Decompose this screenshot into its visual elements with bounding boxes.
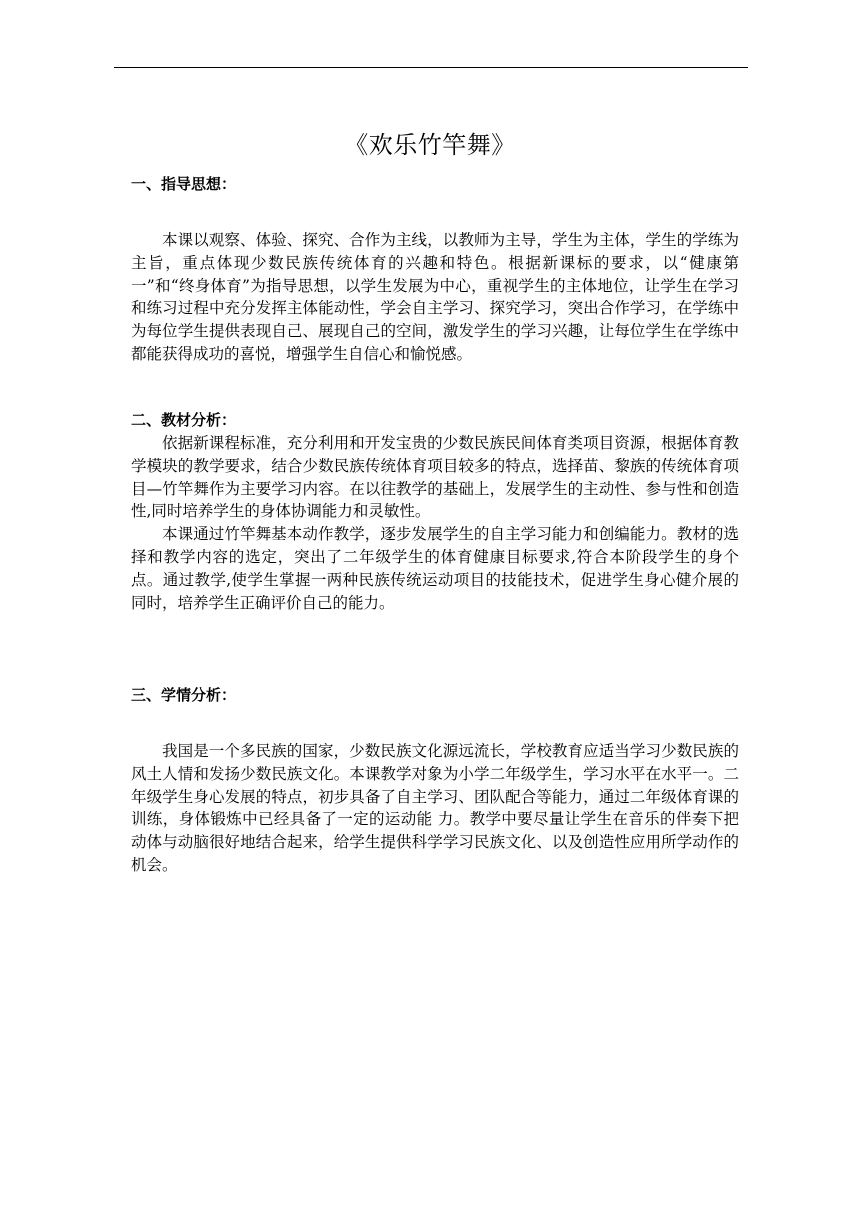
section-heading: 一、指导思想： — [131, 175, 237, 193]
document-title: 《欢乐竹竿舞》 — [344, 131, 516, 159]
header-rule — [114, 67, 748, 68]
section-guiding-ideology — [131, 172, 739, 366]
section-material-analysis — [131, 408, 739, 614]
section-heading: 二、教材分析： — [131, 411, 237, 429]
section-student-analysis — [131, 683, 739, 877]
section-paragraph: 本课以观察、体验、探究、合作为主线，以教师为主导，学生为主体，学生的学练为主旨，重点体现少数民族传统体育的兴趣和特色。根据新课标的要求，以“健康第一”和“终身体育”为指导思想，以学生发展为中心，重视学生的主体地位，让学生在学习和练习过程中充分发挥主体能动性，学会自主学习、探究学习，突出合作学习，在学练中为每位学生提供表现自己、展现自己的空间，激发学生的学习兴趣，让每位学生在学练中都能获得成功的喜悦，增强学生自信心和愉悦感。 — [131, 231, 739, 363]
section-heading: 三、学情分析： — [131, 686, 237, 704]
section-paragraph: 依据新课程标准，充分利用和开发宝贵的少数民族民间体育类项目资源，根据体育教学模块的教学要求，结合少数民族传统体育项目较多的特点，选择苗、黎族的传统体育项目—竹竿舞作为主要学习内容。在以往教学的基础上，发展学生的主动性、参与性和创造性,同时培养学生的身体协调能力和灵敏性。 — [131, 434, 739, 521]
section-paragraph: 本课通过竹竿舞基本动作教学，逐步发展学生的自主学习能力和创编能力。教材的选择和教学内容的选定，突出了二年级学生的体育健康目标要求,符合本阶段学生的身个点。通过教学,使学生掌握一两种民族传统运动项目的技能技术，促进学生身心健介展的同时，培养学生正确评价自己的能力。 — [131, 525, 739, 612]
section-paragraph: 我国是一个多民族的国家，少数民族文化源远流长，学校教育应适当学习少数民族的风土人情和发扬少数民族文化。本课教学对象为小学二年级学生，学习水平在水平一。二年级学生身心发展的特点，初步具备了自主学习、团队配合等能力，通过二年级体育课的训练，身体锻炼中已经具备了一定的运动能 力。教学中要尽量让学生在音乐的伴奏下把动体与动脑很好地结合起来，给学生提供科学学习民族文化、以及创造性应用所学动作的机会。 — [131, 742, 739, 874]
